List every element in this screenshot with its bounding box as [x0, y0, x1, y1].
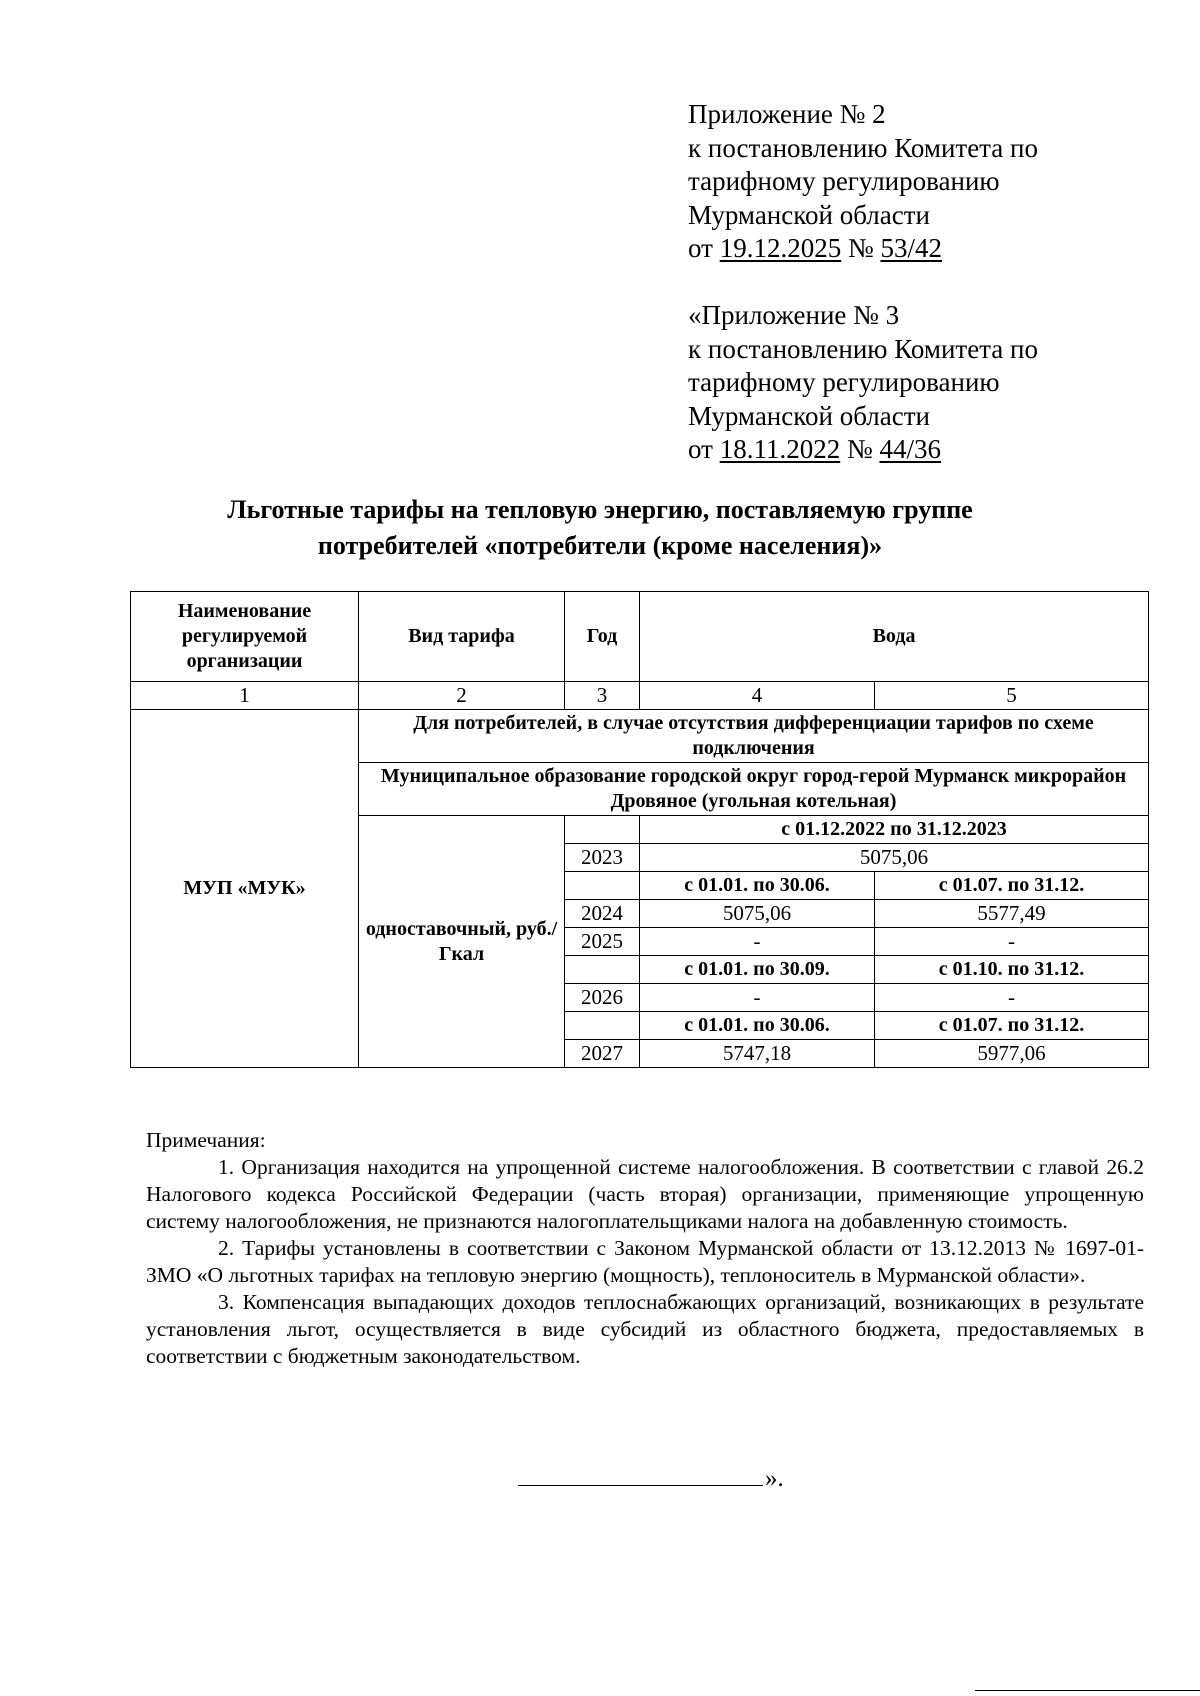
- value-2024-first: 5075,06: [640, 900, 875, 928]
- year-cell-empty: [565, 1012, 640, 1040]
- col-number-4: 4: [640, 682, 875, 710]
- appendix-3-line4: Мурманской области: [688, 400, 930, 431]
- appendix-2-line2: к постановлению Комитета по: [688, 132, 1038, 163]
- notes-heading: Примечания:: [146, 1128, 266, 1152]
- appendix-2-date-line: [688, 232, 1108, 266]
- value-2024-second: 5577,49: [875, 900, 1149, 928]
- table-header-row: [131, 592, 1149, 682]
- section-no-differentiation: Для потребителей, в случае отсутствия дифференциации тарифов по схеме подключения: [359, 710, 1149, 763]
- period-first-half-a: с 01.01. по 30.06.: [640, 872, 875, 900]
- col-number-3: 3: [565, 682, 640, 710]
- period-first-half-c: с 01.01. по 30.06.: [640, 1012, 875, 1040]
- appendix-2-line3: тарифному регулированию: [688, 166, 1000, 196]
- col-number-2: 2: [359, 682, 565, 710]
- value-2026-second: -: [875, 984, 1149, 1012]
- appendix-2-date: 19.12.2025: [719, 233, 842, 263]
- year-2026: 2026: [565, 984, 640, 1012]
- header-water: Вода: [640, 592, 1149, 682]
- year-cell-empty: [565, 872, 640, 900]
- appendix-2-line4: Мурманской области: [688, 199, 930, 230]
- header-year: Год: [565, 592, 640, 682]
- closing-underline: [518, 1485, 763, 1486]
- tariff-kind-cell: одноставочный, руб./Гкал: [359, 816, 565, 1068]
- value-2023: 5075,06: [640, 844, 1149, 872]
- section-municipality: Муниципальное образование городской округ город-герой Мурманск микрорайон Дровяное (угольная котельная): [359, 763, 1149, 816]
- year-2027: 2027: [565, 1040, 640, 1068]
- appendix-3-header: [688, 299, 1108, 467]
- appendix-3-number: 44/36: [879, 434, 941, 464]
- appendix-3-date: 18.11.2022: [719, 434, 841, 464]
- note-item-1: 1. Организация находится на упрощенной системе налогообложения. В соответствии с главой 26.2 Налогового кодекса Российской Федерации (часть вторая) организации, применяющие упрощенную систему налогообложения, не признаются налогоплательщиками налога на добавленную стоимость.: [146, 1155, 1144, 1233]
- appendix-2-line1: Приложение № 2: [688, 99, 886, 129]
- appendix-3-line1: «Приложение № 3: [688, 300, 900, 330]
- year-2024: 2024: [565, 900, 640, 928]
- period-first-half-b: с 01.01. по 30.09.: [640, 956, 875, 984]
- closing-mark: [518, 1465, 784, 1493]
- title-line1: Льготные тарифы на тепловую энергию, поставляемую группе: [227, 495, 973, 524]
- note-item-3: 3. Компенсация выпадающих доходов теплоснабжающих организаций, возникающих в результате установления льгот, осуществляется в виде субсидий из областного бюджета, предоставляемых в соответствии с бюджетным законодательством.: [146, 1290, 1144, 1368]
- appendix-2-header: [688, 98, 1108, 266]
- value-2027-first: 5747,18: [640, 1040, 875, 1068]
- notes-section: [146, 1127, 1144, 1370]
- closing-quote: ».: [765, 1465, 784, 1492]
- title-line2: потребителей «потребители (кроме населения)»: [317, 531, 883, 560]
- year-2023: 2023: [565, 844, 640, 872]
- year-cell-empty: [565, 816, 640, 844]
- appendix-2-number: 53/42: [880, 233, 942, 263]
- appendix-2-date-prefix: от: [688, 233, 713, 263]
- period-second-half-c: с 01.07. по 31.12.: [875, 1012, 1149, 1040]
- footer-divider: [975, 1690, 1200, 1691]
- appendix-2-number-sign: №: [847, 233, 874, 263]
- appendix-3-line3: тарифному регулированию: [688, 367, 1000, 397]
- period-second-half-b: с 01.10. по 31.12.: [875, 956, 1149, 984]
- header-org: Наименование регулируемой организации: [131, 592, 359, 682]
- appendix-3-date-line: [688, 433, 1108, 467]
- year-cell-empty: [565, 956, 640, 984]
- org-name-cell: МУП «МУК»: [131, 710, 359, 1068]
- value-2025-first: -: [640, 928, 875, 956]
- note-item-2: 2. Тарифы установлены в соответствии с Законом Мурманской области от 13.12.2013 № 1697-01-ЗМО «О льготных тарифах на тепловую энергию (мощность), теплоноситель в Мурманской области».: [146, 1236, 1144, 1287]
- document-title: [130, 492, 1070, 564]
- col-number-5: 5: [875, 682, 1149, 710]
- table-row: [131, 710, 1149, 763]
- column-numbers-row: [131, 682, 1149, 710]
- appendix-3-number-sign: №: [846, 434, 873, 464]
- period-second-half-a: с 01.07. по 31.12.: [875, 872, 1149, 900]
- year-2025: 2025: [565, 928, 640, 956]
- period-2023: с 01.12.2022 по 31.12.2023: [640, 816, 1149, 844]
- value-2027-second: 5977,06: [875, 1040, 1149, 1068]
- appendix-3-line2: к постановлению Комитета по: [688, 333, 1038, 364]
- appendix-3-date-prefix: от: [688, 434, 713, 464]
- value-2026-first: -: [640, 984, 875, 1012]
- header-tariff-type: Вид тарифа: [359, 592, 565, 682]
- value-2025-second: -: [875, 928, 1149, 956]
- col-number-1: 1: [131, 682, 359, 710]
- tariff-table: [130, 591, 1149, 1068]
